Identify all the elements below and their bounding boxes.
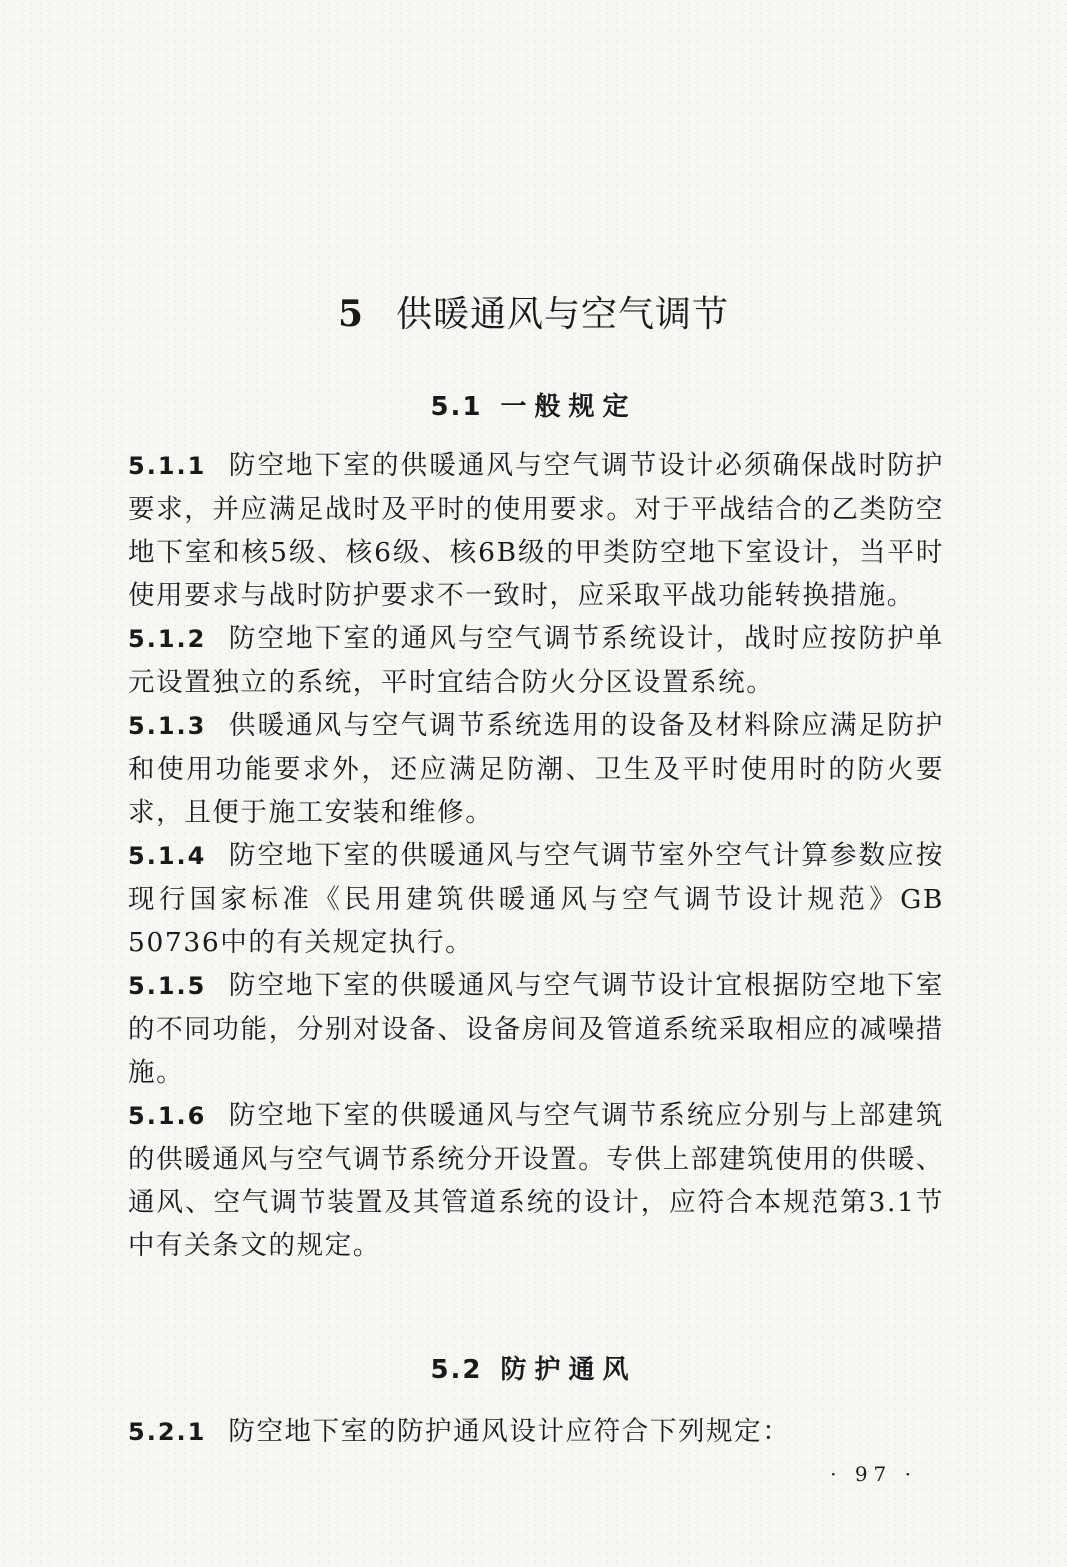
section-heading-5-2 [0,1349,1067,1386]
section-title: 一般规定 [500,392,637,422]
clause-number: 5.1.6 [128,1102,207,1130]
clause-number: 5.1.1 [128,452,207,480]
clause-5-1-4 [128,834,944,964]
clause-5-1-5 [128,964,944,1094]
clause-text: 防空地下室的供暖通风与空气调节室外空气计算参数应按现行国家标准《民用建筑供暖通风与空气调节设计规范》GB 50736中的有关规定执行。 [128,840,944,958]
section-title: 防护通风 [500,1355,637,1385]
chapter-heading [0,286,1067,337]
clause-number: 5.2.1 [128,1418,207,1446]
clause-text: 防空地下室的供暖通风与空气调节设计宜根据防空地下室的不同功能，分别对设备、设备房间及管道系统采取相应的减噪措施。 [128,970,944,1088]
section-number: 5.2 [430,1355,483,1385]
clause-text: 防空地下室的防护通风设计应符合下列规定： [228,1416,791,1447]
chapter-number: 5 [337,293,365,336]
clause-number: 5.1.4 [128,842,207,870]
clause-text: 防空地下室的供暖通风与空气调节设计必须确保战时防护要求，并应满足战时及平时的使用要求。对于平战结合的乙类防空地下室和核5级、核6级、核6B级的甲类防空地下室设计，当平时使用要求与战时防护要求不一致时，应采取平战功能转换措施。 [128,450,944,611]
section-number: 5.1 [430,392,483,422]
section-heading-5-1 [0,386,1067,423]
clause-number: 5.1.3 [128,712,207,740]
clause-5-2-1 [128,1410,944,1454]
clause-text: 防空地下室的供暖通风与空气调节系统应分别与上部建筑的供暖通风与空气调节系统分开设置。专供上部建筑使用的供暖、通风、空气调节装置及其管道系统的设计，应符合本规范第3.1节中有关条文的规定。 [128,1100,944,1261]
page-number: · 97 · [830,1462,917,1486]
clause-5-1-1 [128,444,944,617]
section-5-2-body [128,1410,944,1454]
clause-number: 5.1.5 [128,972,207,1000]
clause-text: 防空地下室的通风与空气调节系统设计，战时应按防护单元设置独立的系统，平时宜结合防火分区设置系统。 [128,623,944,698]
chapter-title: 供暖通风与空气调节 [396,294,730,336]
clause-5-1-2 [128,617,944,704]
clause-5-1-3 [128,704,944,834]
section-5-1-body [128,444,944,1267]
clause-text: 供暖通风与空气调节系统选用的设备及材料除应满足防护和使用功能要求外，还应满足防潮、卫生及平时使用时的防火要求，且便于施工安装和维修。 [128,710,944,828]
clause-number: 5.1.2 [128,625,207,653]
clause-5-1-6 [128,1094,944,1267]
